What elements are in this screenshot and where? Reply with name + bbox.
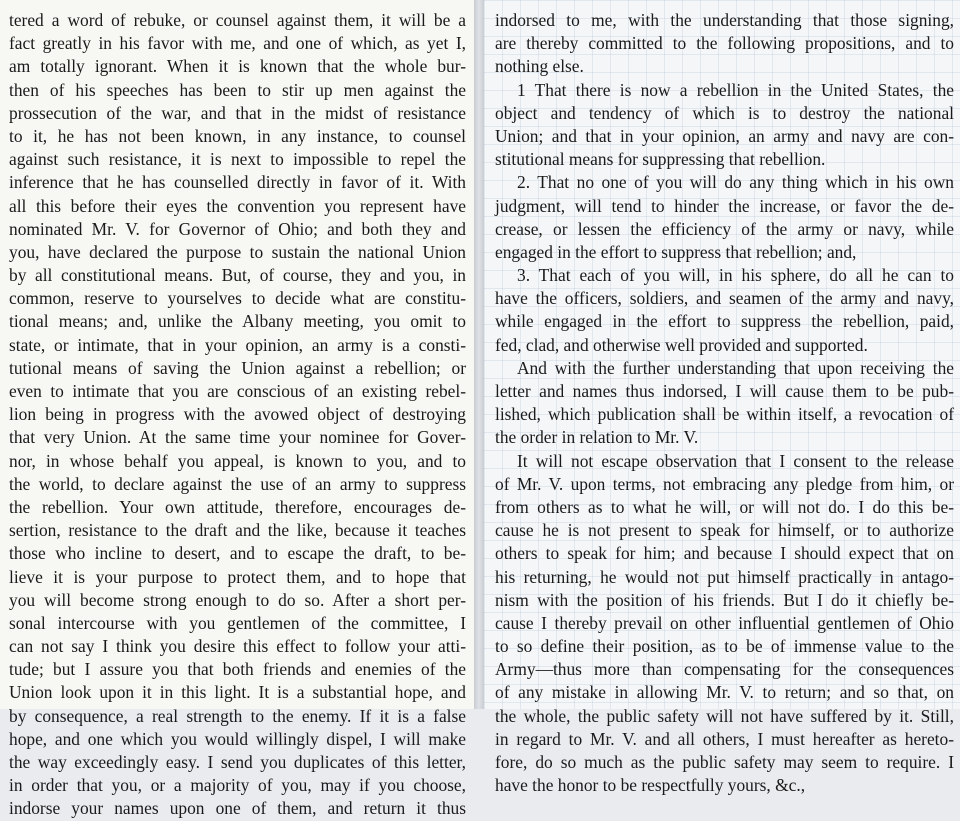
text-line: then of his speeches has been to stir up men against the (9, 79, 466, 100)
text-line: the order in relation to Mr. V. (495, 427, 699, 448)
text-line: all this before their eyes the convention you represent have (9, 195, 466, 216)
text-line: the way exceedingly easy. I send you duplicates of this letter, (9, 752, 466, 772)
text-line: tional means; and, unlike the Albany meeting, you omit to (9, 311, 466, 332)
text-line: in regard to Mr. V. and all others, I must hereafter as hereto- (495, 728, 954, 749)
text-line: the rebellion. Your own attitude, therefore, encourages de- (9, 496, 466, 517)
text-line: cause he is not present to speak for himself, or to authorize (495, 520, 954, 541)
text-line: his returning, he would not put himself practically in antago- (495, 566, 954, 587)
text-line: to it, he has not been known, in any instance, to counsel (9, 125, 466, 146)
text-line: Union look upon it in this light. It is a substantial hope, and (9, 682, 466, 703)
text-line: against such resistance, it is next to impossible to repel the (9, 149, 466, 170)
text-line: that very Union. At the same time your nominee for Gover- (9, 427, 466, 448)
text-line: from others as to what he will, or will not do. I do this be- (495, 496, 954, 517)
text-line: you, have declared the purpose to sustain the national Union (9, 241, 466, 262)
text-line: can not say I think you desire this effect to follow your atti- (9, 636, 466, 657)
text-line: of Mr. V. upon terms, not embracing any pledge from him, or (495, 473, 954, 494)
text-line: letter and names thus indorsed, I will cause them to be pub- (495, 381, 954, 401)
text-line: inference that he has counselled directly in favor of it. With (9, 172, 466, 193)
text-line: the world, to declare against the use of an army to suppress (9, 473, 466, 494)
text-line: even to intimate that you are conscious of an existing rebel- (9, 381, 466, 401)
text-line: fact greatly in his favor with me, and one of which, as yet I, (9, 33, 466, 54)
right-page (484, 0, 960, 796)
text-line: nism with the position of his friends. But I do it chiefly be- (495, 589, 954, 610)
text-line: Army—thus more than compensating for the consequences (495, 659, 954, 680)
text-line: the whole, the public safety will not have suffered by it. Still, (495, 705, 954, 726)
page-gutter (474, 0, 484, 709)
text-line: have the officers, soldiers, and seamen of the army and navy, (495, 288, 954, 309)
text-line: nothing else. (495, 56, 584, 77)
text-line: you will become strong enough to do so. After a short per- (9, 589, 466, 610)
paragraph-start-line: 1 That there is now a rebellion in the United States, the (517, 79, 954, 100)
text-line: have the honor to be respectfully yours, &c., (495, 775, 806, 796)
text-line: nominated Mr. V. for Governor of Ohio; and both they and (9, 218, 466, 239)
paragraph-start-line: It will not escape observation that I consent to the release (517, 450, 954, 471)
text-line: while engaged in the effort to suppress the rebellion, paid, (495, 311, 954, 332)
text-line: indorse your names upon one of them, and return it thus (9, 798, 466, 819)
text-line: object and tendency of which is to destroy the national (495, 102, 954, 123)
text-line: cause I thereby prevail on other influential gentlemen of Ohio (495, 612, 954, 633)
text-line: lieve it is your purpose to protect them, and to hope that (9, 566, 466, 587)
text-line: by all constitutional means. But, of course, they and you, in (9, 265, 466, 286)
text-line: sertion, resistance to the draft and the like, because it teaches (9, 520, 466, 541)
paragraph-start-line: And with the further understanding that upon receiving the (517, 357, 954, 378)
text-line: others to speak for him; and because I should expect that on (495, 543, 954, 564)
text-line: tutional means of saving the Union against a rebellion; or (9, 357, 466, 378)
left-page (0, 0, 474, 819)
text-line: am totally ignorant. When it is known that the whole bur- (9, 56, 466, 77)
paragraph-start-line: 2. That no one of you will do any thing which in his own (517, 172, 954, 193)
text-line: in order that you, or a majority of you, may if you choose, (9, 775, 466, 796)
text-line: of any mistake in allowing Mr. V. to return; and so that, on (495, 682, 954, 703)
text-line: indorsed to me, with the understanding that those signing, (495, 10, 954, 30)
text-line: crease, or lessen the efficiency of the army or navy, while (495, 218, 954, 239)
text-line: stitutional means for suppressing that rebellion. (495, 149, 826, 170)
text-line: fore, do so much as the public safety may seem to require. I (495, 752, 954, 772)
text-line: lished, which publication shall be within itself, a revocation of (495, 404, 954, 425)
text-line: those who incline to desert, and to escape the draft, to be- (9, 543, 466, 564)
text-line: fed, clad, and otherwise well provided and supported. (495, 334, 868, 355)
text-line: state, or intimate, that in your opinion, an army is a consti- (9, 334, 466, 355)
text-line: engaged in the effort to suppress that rebellion; and, (495, 241, 857, 262)
paragraph-start-line: 3. That each of you will, in his sphere, do all he can to (517, 265, 954, 286)
text-line: prossecution of the war, and that in the midst of resistance (9, 102, 466, 123)
text-line: are thereby committed to the following propositions, and to (495, 33, 954, 54)
text-line: hope, and one which you would willingly dispel, I will make (9, 728, 466, 749)
text-line: tered a word of rebuke, or counsel against them, it will be a (9, 10, 466, 30)
text-line: to so define their position, as to be of immense value to the (495, 636, 954, 657)
text-line: judgment, will tend to hinder the increase, or favor the de- (495, 195, 954, 216)
text-line: lion being in progress with the avowed object of destroying (9, 404, 466, 425)
text-line: by consequence, a real strength to the enemy. If it is a false (9, 705, 466, 726)
text-line: common, reserve to yourselves to decide what are constitu- (9, 288, 466, 309)
text-line: Union; and that in your opinion, an army and navy are con- (495, 125, 954, 146)
text-line: nor, in whose behalf you appeal, is known to you, and to (9, 450, 466, 471)
text-line: tude; but I assure you that both friends and enemies of the (9, 659, 466, 680)
text-line: sonal intercourse with you gentlemen of the committee, I (9, 612, 466, 633)
